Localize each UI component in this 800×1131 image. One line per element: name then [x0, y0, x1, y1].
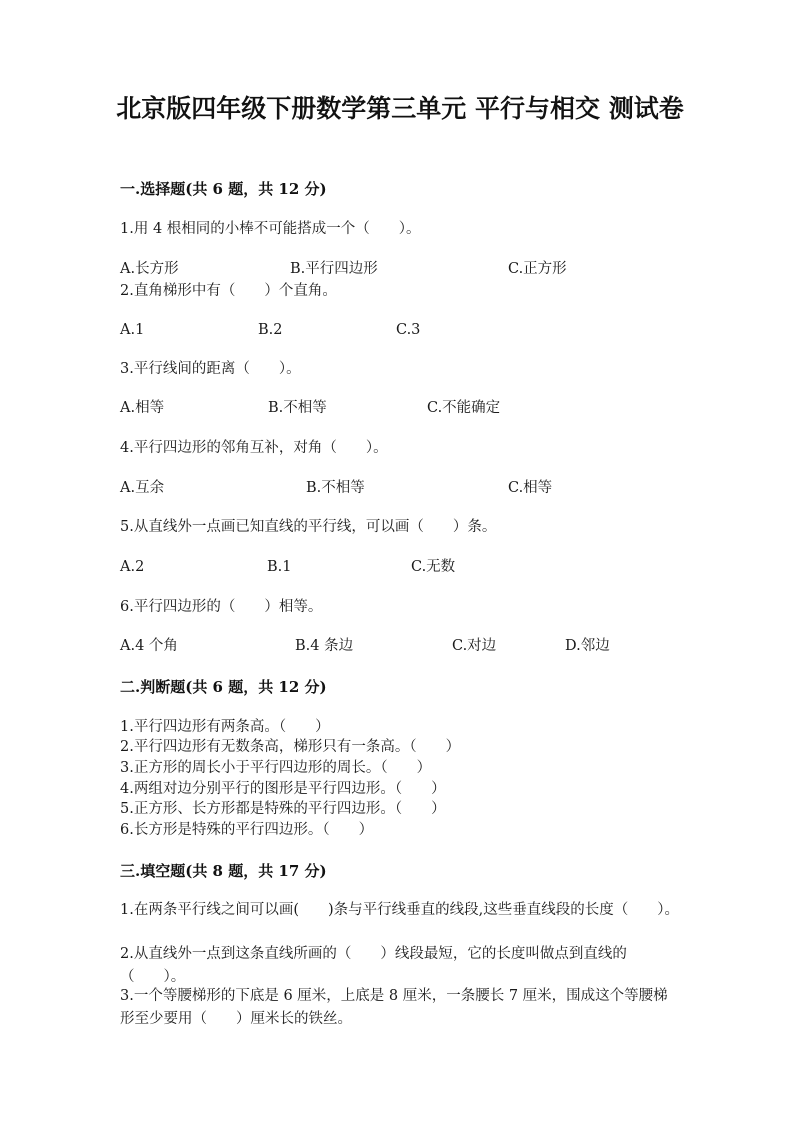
question-4: 4.平行四边形的邻角互补，对角（ ）。 [120, 440, 388, 456]
question-5-option-c: C.无数 [411, 559, 456, 575]
fill-item-3: 3.一个等腰梯形的下底是 6 厘米，上底是 8 厘米，一条腰长 7 厘米，围成这个等腰梯形至少要用（ ）厘米长的铁丝。 [120, 988, 668, 1027]
question-4-option-c: C.相等 [508, 480, 553, 496]
question-3-option-a: A.相等 [120, 400, 165, 416]
section-heading-fill: 三.填空题(共 8 题，共 17 分) [120, 862, 327, 880]
question-1: 1.用 4 根相同的小棒不可能搭成一个（ ）。 [120, 221, 421, 237]
question-1-option-b: B.平行四边形 [290, 261, 378, 277]
question-4-option-b: B.不相等 [306, 480, 365, 496]
question-1-option-a: A.长方形 [120, 261, 179, 277]
question-6: 6.平行四边形的（ ）相等。 [120, 599, 323, 615]
judge-item-1: 1.平行四边形有两条高。（ ） [120, 719, 330, 735]
question-6-option-c: C.对边 [452, 638, 497, 654]
question-6-option-b: B.4 条边 [295, 638, 354, 654]
fill-item-1: 1.在两条平行线之间可以画( )条与平行线垂直的线段,这些垂直线段的长度（ ）。 [120, 902, 680, 918]
question-4-option-a: A.互余 [120, 480, 165, 496]
section-heading-choice: 一.选择题(共 6 题，共 12 分) [120, 180, 327, 198]
question-5-option-a: A.2 [120, 559, 145, 575]
judge-item-3: 3.正方形的周长小于平行四边形的周长。（ ） [120, 760, 432, 776]
judge-item-5: 5.正方形、长方形都是特殊的平行四边形。（ ） [120, 801, 446, 817]
judge-item-2: 2.平行四边形有无数条高，梯形只有一条高。（ ） [120, 739, 461, 755]
question-2-option-a: A.1 [120, 322, 145, 338]
question-3-option-c: C.不能确定 [427, 400, 501, 416]
question-5-option-b: B.1 [267, 559, 292, 575]
question-5: 5.从直线外一点画已知直线的平行线，可以画（ ）条。 [120, 519, 497, 535]
fill-item-2: 2.从直线外一点到这条直线所画的（ ）线段最短，它的长度叫做点到直线的（ ）。 [120, 946, 627, 985]
judge-item-6: 6.长方形是特殊的平行四边形。（ ） [120, 822, 374, 838]
question-2-option-b: B.2 [258, 322, 283, 338]
question-3-option-b: B.不相等 [268, 400, 327, 416]
section-heading-judge: 二.判断题(共 6 题，共 12 分) [120, 678, 327, 696]
question-2-option-c: C.3 [396, 322, 421, 338]
judge-item-4: 4.两组对边分别平行的图形是平行四边形。（ ） [120, 781, 446, 797]
question-3: 3.平行线间的距离（ ）。 [120, 361, 301, 377]
question-2: 2.直角梯形中有（ ）个直角。 [120, 283, 337, 299]
question-1-option-c: C.正方形 [508, 261, 567, 277]
question-6-option-d: D.邻边 [565, 638, 610, 654]
question-6-option-a: A.4 个角 [120, 638, 178, 654]
page-title: 北京版四年级下册数学第三单元 平行与相交 测试卷 [116, 94, 684, 123]
